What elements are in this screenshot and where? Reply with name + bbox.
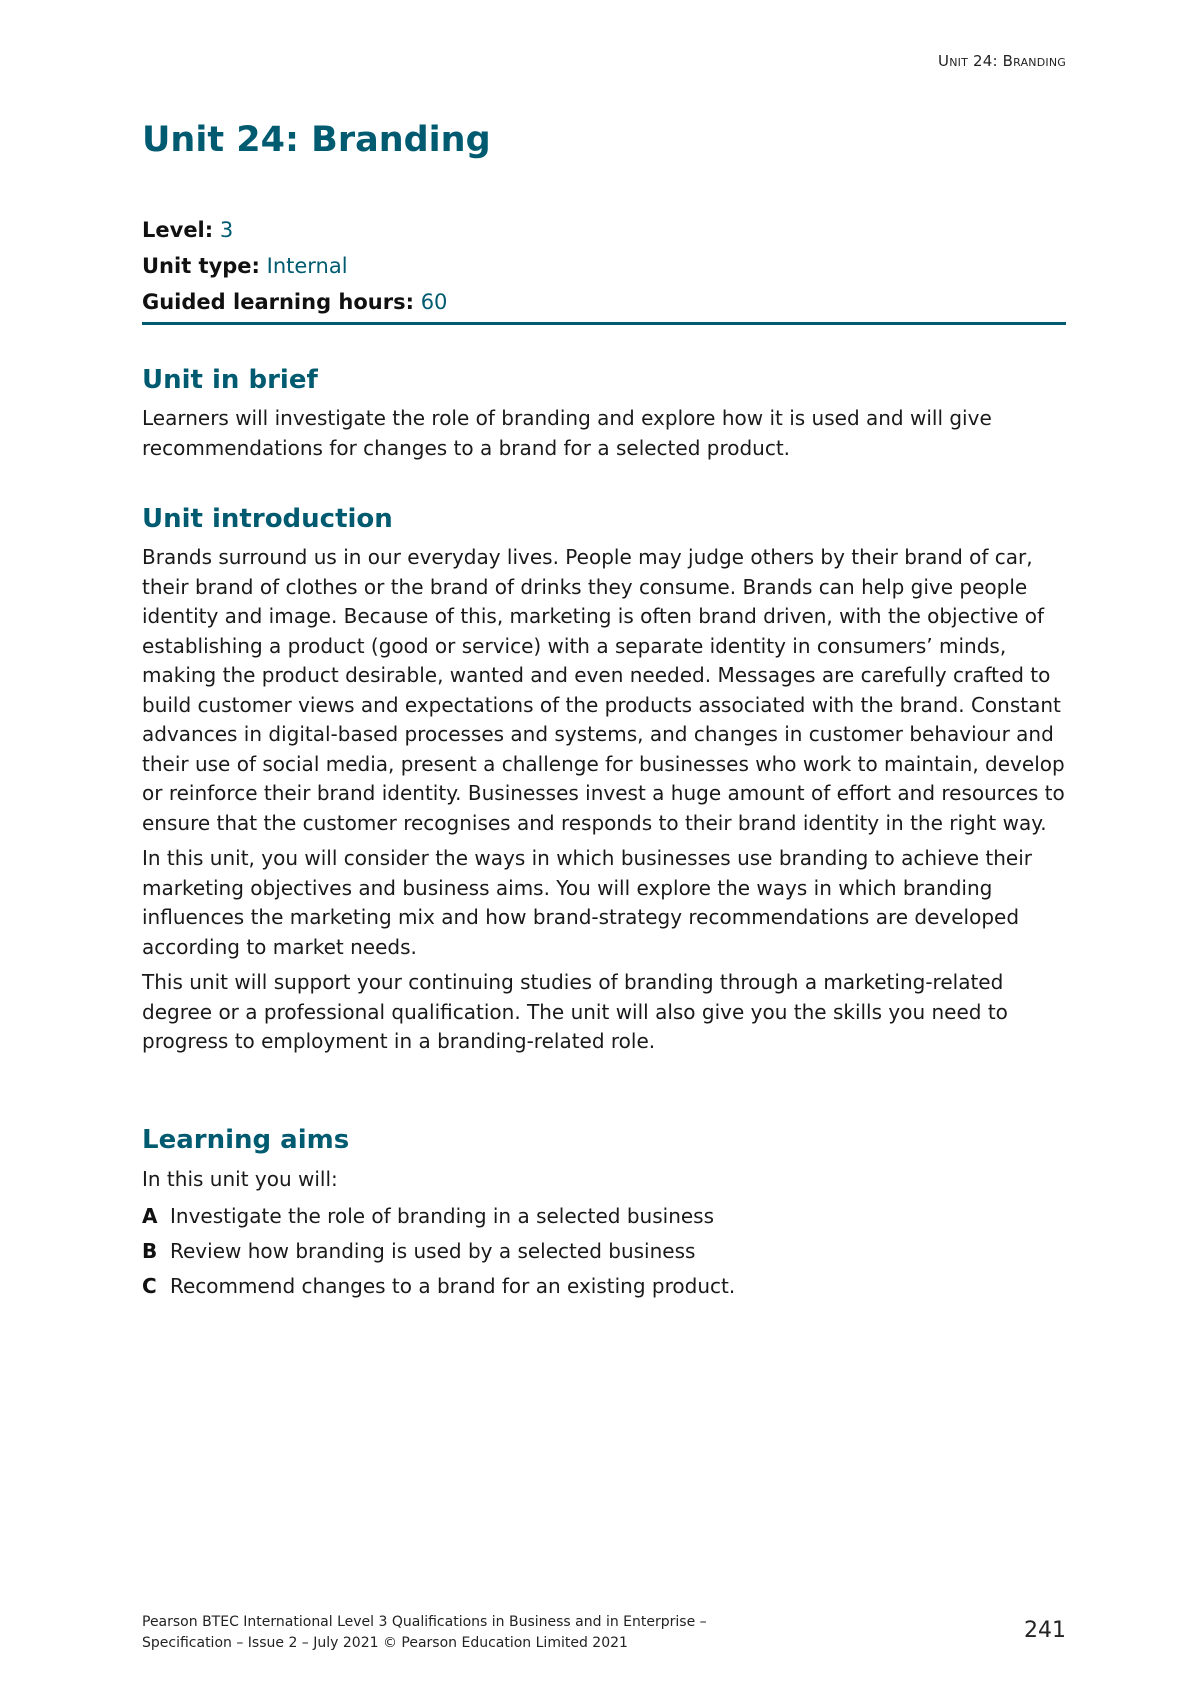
unit-in-brief-section xyxy=(142,364,1066,463)
page-number: 241 xyxy=(1024,1618,1066,1643)
learning-aim-item xyxy=(142,1199,1066,1234)
unit-introduction-section xyxy=(142,503,1066,1057)
header-divider xyxy=(142,322,1066,325)
guided-learning-hours-label: Guided learning hours: xyxy=(142,290,414,314)
learning-aim-letter: B xyxy=(142,1238,158,1263)
footer-line-1: Pearson BTEC International Level 3 Qualifications in Business and in Enterprise – xyxy=(142,1614,707,1630)
level-value: 3 xyxy=(219,218,234,242)
unit-type-label: Unit type: xyxy=(142,254,260,278)
learning-aims-list xyxy=(142,1199,1066,1304)
unit-meta xyxy=(142,212,1066,320)
unit-in-brief-text: Learners will investigate the role of branding and explore how it is used and will give recommendations for changes to a brand for a selected product. xyxy=(142,406,992,460)
guided-learning-hours-row xyxy=(142,284,1066,320)
introduction-paragraph: In this unit, you will consider the ways in which businesses use branding to achieve their marketing objectives and business aims. You will explore the ways in which branding influences the marketing mix and how brand-strategy recommendations are developed according to market needs. xyxy=(142,846,1032,959)
introduction-paragraph: This unit will support your continuing studies of branding through a marketing-related degree or a professional qualification. The unit will also give you the skills you need to progress to employment in a branding-related role. xyxy=(142,970,1008,1053)
unit-type-value: Internal xyxy=(266,254,348,278)
learning-aims-heading: Learning aims xyxy=(142,1125,350,1155)
learning-aim-text: Investigate the role of branding in a selected business xyxy=(170,1203,715,1228)
unit-in-brief-heading: Unit in brief xyxy=(142,365,318,395)
learning-aims-section xyxy=(142,1124,1066,1304)
unit-type-row xyxy=(142,248,1066,284)
learning-aim-text: Recommend changes to a brand for an existing product. xyxy=(170,1273,736,1298)
running-head: Unit 24: Branding xyxy=(938,52,1066,70)
learning-aims-intro: In this unit you will: xyxy=(142,1167,338,1191)
learning-aim-text: Review how branding is used by a selected business xyxy=(170,1238,696,1263)
learning-aim-letter: C xyxy=(142,1273,157,1298)
learning-aim-item xyxy=(142,1269,1066,1304)
page-footer xyxy=(142,1612,707,1654)
footer-line-2: Specification – Issue 2 – July 2021 © Pearson Education Limited 2021 xyxy=(142,1635,628,1651)
learning-aim-item xyxy=(142,1234,1066,1269)
unit-introduction-heading: Unit introduction xyxy=(142,504,393,534)
guided-learning-hours-value: 60 xyxy=(420,290,448,314)
level-row xyxy=(142,212,1066,248)
level-label: Level: xyxy=(142,218,214,242)
learning-aim-letter: A xyxy=(142,1203,158,1228)
unit-title: Unit 24: Branding xyxy=(142,120,491,160)
introduction-paragraph: Brands surround us in our everyday lives. People may judge others by their brand of car, their brand of clothes or the brand of drinks they consume. Brands can help give people identity and image. Because of this, marketing is often brand driven, with the objective of establishing a product (good or service) with a separate identity in consumers’ minds, making the product desirable, wanted and even needed. Messages are carefully crafted to build customer views and expectations of the products associated with the brand. Constant advances in digital-based processes and systems, and changes in customer behaviour and their use of social media, present a challenge for businesses who work to maintain, develop or reinforce their brand identity. Businesses invest a huge amount of effort and resources to ensure that the customer recognises and responds to their brand identity in the right way. xyxy=(142,545,1065,835)
